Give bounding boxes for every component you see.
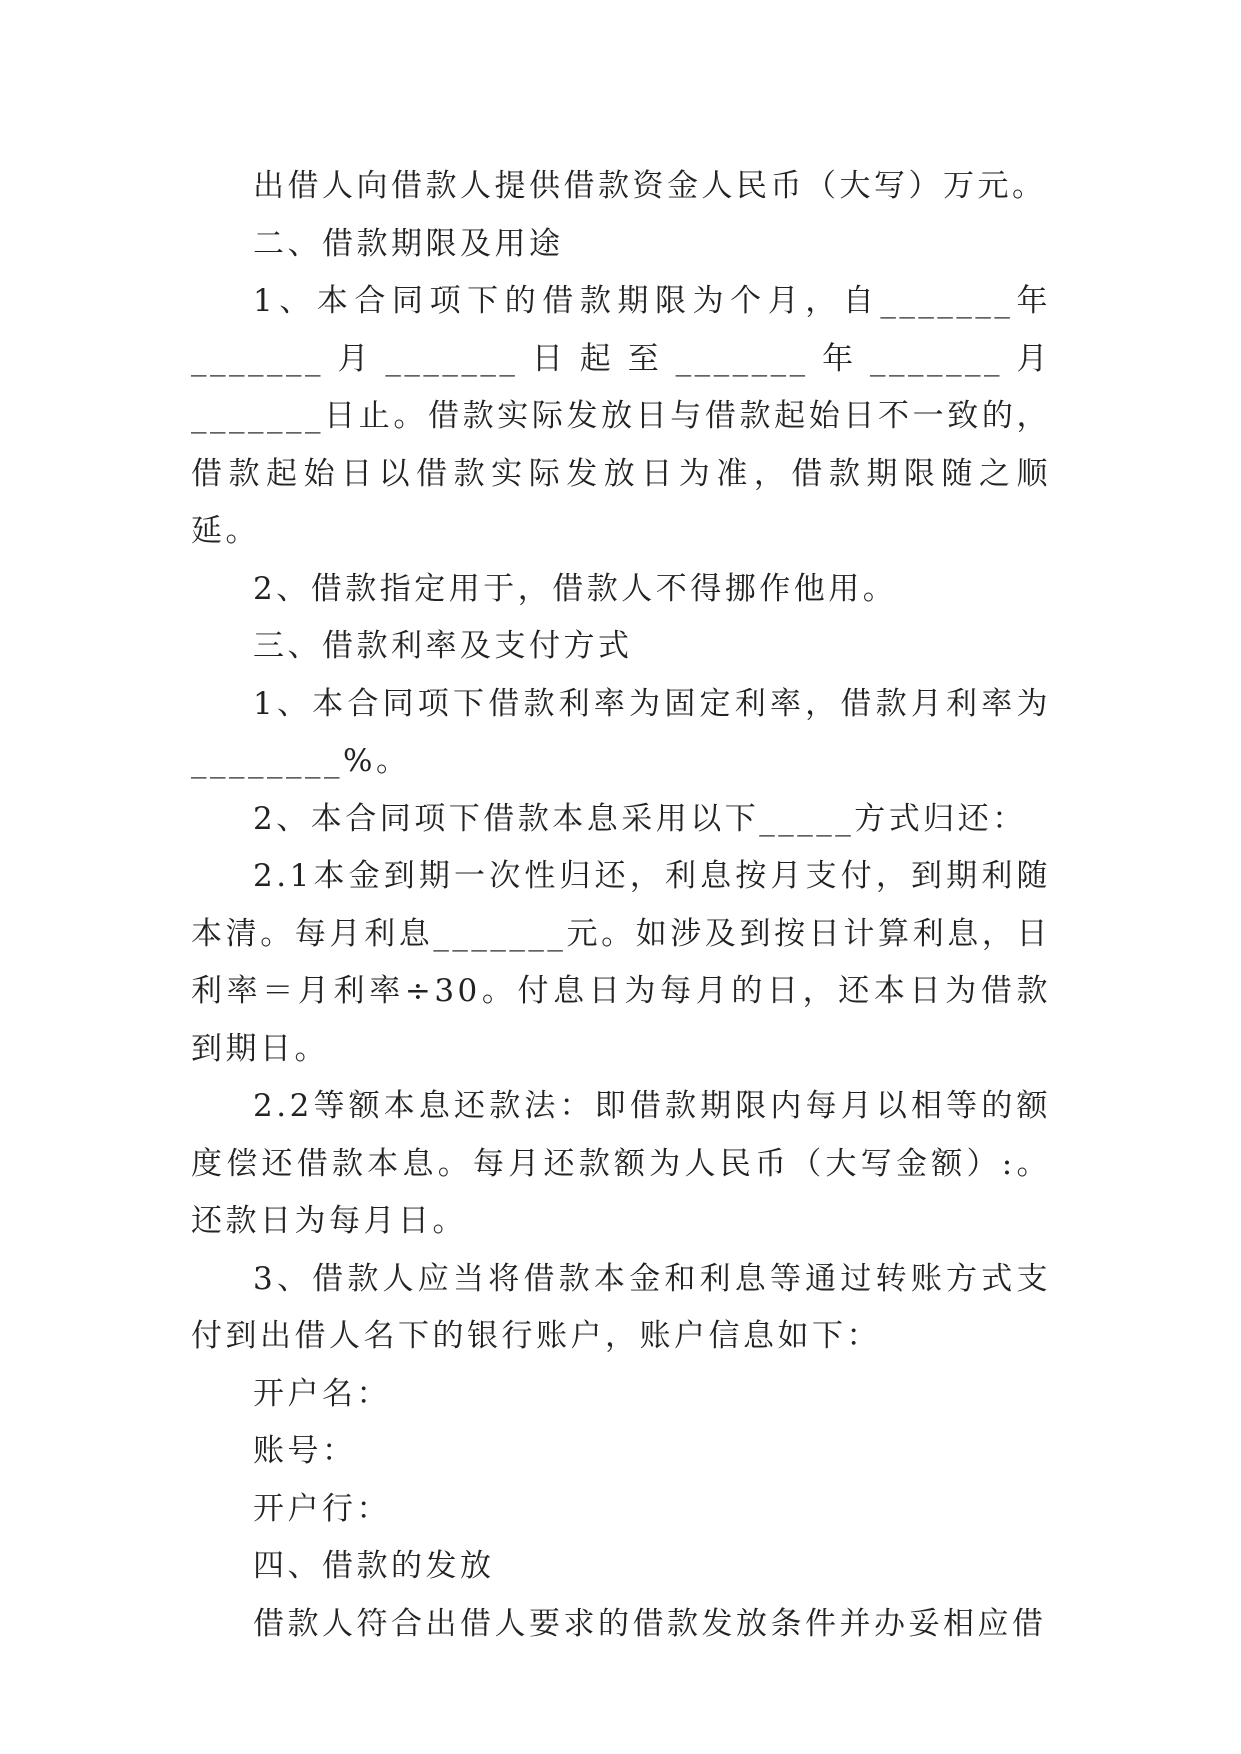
field-account-name: 开户名： <box>253 1375 391 1412</box>
paragraph-loan-amount: 出借人向借款人提供借款资金人民币（大写）万元。 <box>253 168 1047 204</box>
paragraph-loan-purpose: 2、借款指定用于，借款人不得挪作他用。 <box>253 570 898 607</box>
paragraph-repayment-method: 2、本合同项下借款本息采用以下_____方式归还： <box>253 800 1027 837</box>
paragraph-repayment-option-2-2: 2.2等额本息还款法：即借款期限内每月以相等的额度偿还借款本息。每月还款额为人民币（大写金额）:。还款日为每月日。 <box>191 1088 1051 1239</box>
paragraph-transfer-account: 3、借款人应当将借款本金和利息等通过转账方式支付到出借人名下的银行账户，账户信息如下： <box>191 1260 1051 1354</box>
paragraph-interest-rate: 1、本合同项下借款利率为固定利率，借款月利率为________%。 <box>191 685 1051 779</box>
paragraph-repayment-option-2-1: 2.1本金到期一次性归还，利息按月支付，到期利随本清。每月利息_______元。如涉及到按日计算利息，日利率＝月利率÷30。付息日为每月的日，还本日为借款到期日。 <box>191 858 1051 1067</box>
section-heading-interest-and-payment: 三、借款利率及支付方式 <box>253 628 633 664</box>
paragraph-loan-term: 1、本合同项下的借款期限为个月，自_______年_______月_______日起至_______年_______月_______日止。借款实际发放日与借款起始日不一致的，借款起始日以借款实际发放日为准，借款期限随之顺延。 <box>191 283 1051 549</box>
paragraph-disbursement-conditions: 借款人符合出借人要求的借款发放条件并办妥相应借 <box>253 1605 1047 1642</box>
document-body <box>191 158 1051 1653</box>
field-account-number: 账号： <box>253 1433 357 1469</box>
field-bank-branch: 开户行： <box>253 1490 391 1527</box>
section-heading-loan-disbursement: 四、借款的发放 <box>253 1548 495 1584</box>
section-heading-term-and-purpose: 二、借款期限及用途 <box>253 225 564 262</box>
